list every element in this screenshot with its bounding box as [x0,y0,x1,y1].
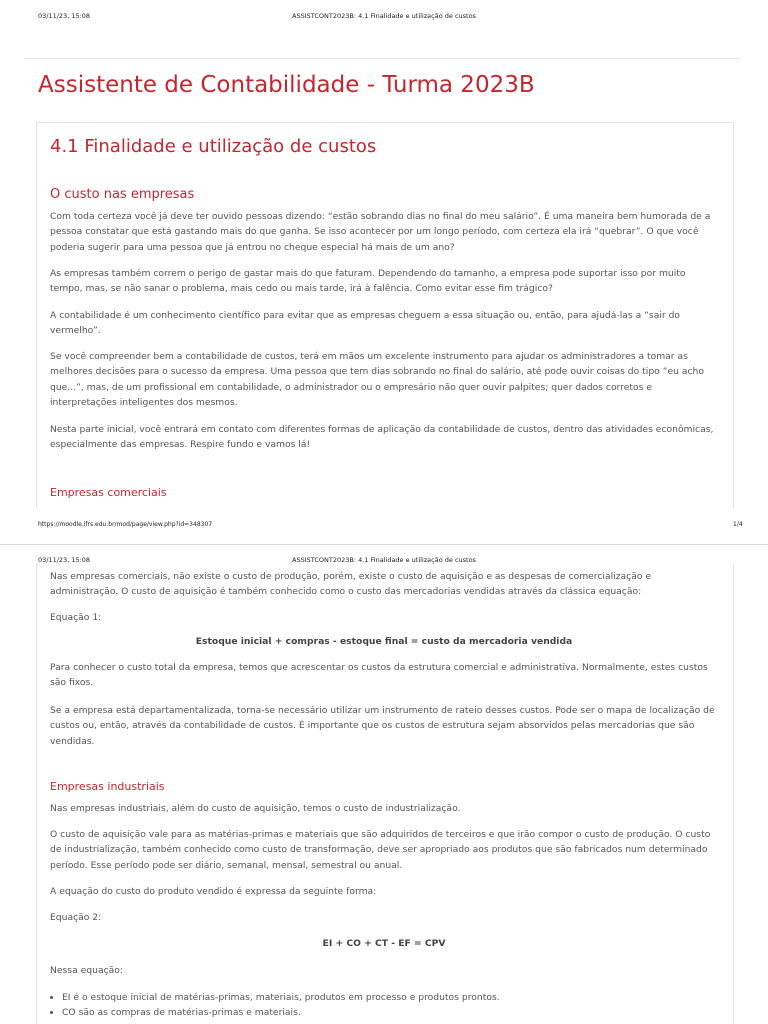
print-date: 03/11/23, 15:08 [38,12,91,20]
paragraph: Nas empresas industriais, além do custo de aquisição, temos o custo de industrialização. [50,803,461,814]
paragraph: A contabilidade é um conhecimento científico para evitar que as empresas cheguem a essa situação ou, então, para ajudá-las a “sair do vermelho”. [50,310,681,337]
page-break [0,544,768,545]
bullet-list [50,990,722,1020]
print-title: ASSISTCONT2023B: 4.1 Finalidade e utilização de custos [292,12,476,20]
paragraph: Nas empresas comerciais, não existe o custo de produção, porém, existe o custo de aquisição e as despesas de comercialização e administração. O custo de aquisição é também conhecido como o custo das mercadorias vendidas através da clássica equação: [50,571,652,598]
print-date: 03/11/23, 15:08 [38,556,91,564]
page-number: 1/4 [733,521,743,528]
equation-label: Equação 2: [50,912,102,923]
paragraph: As empresas também correm o perigo de gastar mais do que faturam. Dependendo do tamanho, a empresa pode suportar isso por muito tempo, mas, se não sanar o problema, mais cedo ou mais tarde, irá à falência. Como evitar esse fim trágico? [50,268,686,295]
paragraph: A equação do custo do produto vendido é expressa da seguinte forma: [50,886,377,897]
paragraph: Se você compreender bem a contabilidade de custos, terá em mãos um excelente instrumento para ajudar os administradores a tomar as melhores decisões para o sucesso da empresa. Uma pessoa que tem dias sobrando no final do salário, até pode ouvir coisas do tipo “eu acho que...”, mas, de um profissional em contabilidade, o administrador ou o empresário não quer ouvir palpites; quer dados corretos e interpretações inteligentes dos mesmos. [50,351,704,408]
paragraph: Se a empresa está departamentalizada, torna-se necessário utilizar um instrumento de rateio desses custos. Pode ser o mapa de localização de custos ou, então, através da contabilidade de custos. É importante que os custos de estrutura sejam absorvidos pelas mercadorias que são vendidas. [50,705,715,747]
list-item: • EI é o estoque inicial de matérias-primas, materiais, produtos em processo e produtos prontos. [62,990,722,1005]
page-title: 4.1 Finalidade e utilização de custos [50,136,377,157]
equation: EI + CO + CT - EF = CPV [322,938,446,949]
paragraph: O custo de aquisição vale para as matérias-primas e materiais que são adquiridos de terceiros e que irão compor o custo de produção. O custo de industrialização, também conhecido como custo de transformação, deve ser apropriado aos produtos que são fabricados num determinado período. Esse período pode ser diário, semanal, mensal, semestral ou anual. [50,829,711,871]
list-item: • CO são as compras de matérias-primas e materiais. [62,1005,722,1020]
print-header [0,9,768,23]
content-card [36,563,734,1024]
divider [24,58,740,59]
equation: Estoque inicial + compras - estoque final = custo da mercadoria vendida [195,636,573,647]
section-heading: Empresas industriais [50,780,165,793]
section-heading: O custo nas empresas [50,187,195,202]
section-heading: Empresas comerciais [50,486,167,499]
equation-label: Equação 1: [50,612,102,623]
paragraph: Com toda certeza você já deve ter ouvido pessoas dizendo: “estão sobrando dias no final do meu salário”. É uma maneira bem humorada de a pessoa constatar que está gastando mais do que ganha. Se isso acontecer por um longo período, com certeza ela irá “quebrar”. O que você poderia sugerir para uma pessoa que já entrou no cheque especial há mais de um ano? [50,211,711,253]
paragraph: Nessa equação: [50,965,123,976]
course-title: Assistente de Contabilidade - Turma 2023B [38,72,535,98]
paragraph: Para conhecer o custo total da empresa, temos que acrescentar os custos da estrutura comercial e administrativa. Normalmente, estes custos são fixos. [50,662,708,689]
paragraph: Nesta parte inicial, você entrará em contato com diferentes formas de aplicação da contabilidade de custos, dentro das atividades econômicas, especialmente das empresas. Respire fundo e vamos lá! [50,424,714,451]
page-url: https://moodle.ifrs.edu.br/mod/page/view.php?id=348307 [38,521,213,528]
print-title: ASSISTCONT2023B: 4.1 Finalidade e utilização de custos [292,556,476,564]
